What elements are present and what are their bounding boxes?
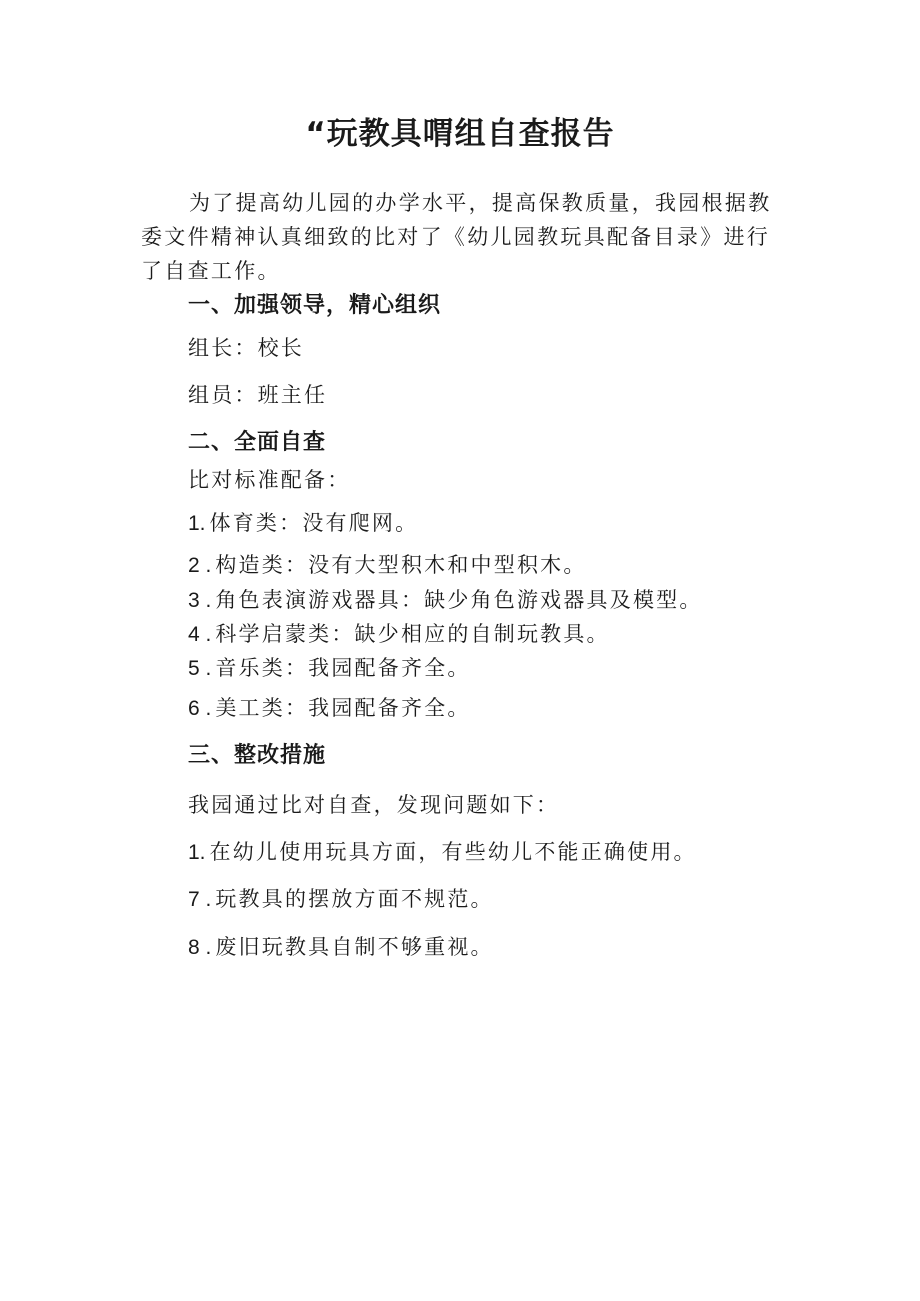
- list-item-text: 在幼儿使用玩具方面，有些幼儿不能正确使用。: [209, 840, 697, 864]
- list-item-text: 玩教具的摆放方面不规范。: [215, 887, 494, 911]
- section1-heading: 一、加强领导，精心组织: [188, 293, 442, 318]
- list-item-text: 美工类：我园配备齐全。: [215, 696, 471, 720]
- list-item-text: 科学启蒙类：缺少相应的自制玩教具。: [215, 622, 610, 646]
- list-item-number: 8 .: [188, 936, 212, 959]
- list-item-number: 5 .: [188, 657, 212, 680]
- list-item-number: 4 .: [188, 623, 212, 646]
- list-item: [188, 836, 697, 866]
- list-item: [188, 883, 494, 913]
- list-item: [188, 692, 471, 722]
- list-item-text: 音乐类：我园配备齐全。: [215, 656, 471, 680]
- list-item-text: 角色表演游戏器具：缺少角色游戏器具及模型。: [215, 588, 703, 612]
- list-item-number: 1.: [188, 512, 206, 535]
- list-item: [188, 652, 471, 682]
- leader-line: 组长：校长: [188, 336, 304, 360]
- list-item-number: 7 .: [188, 888, 212, 911]
- list-item: [188, 584, 703, 614]
- list-item: [188, 549, 587, 579]
- list-item-number: 1.: [188, 841, 206, 864]
- list-item: [188, 618, 610, 648]
- list-item: [188, 931, 494, 961]
- document-title: “玩教具喟组自查报告: [305, 116, 615, 152]
- intro-paragraph: 为了提高幼儿园的办学水平，提高保教质量，我园根据教委文件精神认真细致的比对了《幼儿园教玩具配备目录》进行了自查工作。: [141, 191, 772, 283]
- section3-heading: 三、整改措施: [188, 743, 327, 768]
- section3-lead: 我园通过比对自查，发现问题如下：: [188, 793, 560, 817]
- list-item-number: 3 .: [188, 589, 212, 612]
- section2-lead: 比对标准配备：: [188, 468, 351, 492]
- list-item-number: 6 .: [188, 697, 212, 720]
- list-item-text: 体育类：没有爬网。: [209, 511, 419, 535]
- list-item-text: 构造类：没有大型积木和中型积木。: [215, 553, 587, 577]
- list-item-text: 废旧玩教具自制不够重视。: [215, 935, 494, 959]
- list-item: [188, 507, 418, 537]
- section2-heading: 二、全面自查: [188, 430, 327, 455]
- members-line: 组员：班主任: [188, 383, 328, 407]
- list-item-number: 2 .: [188, 554, 212, 577]
